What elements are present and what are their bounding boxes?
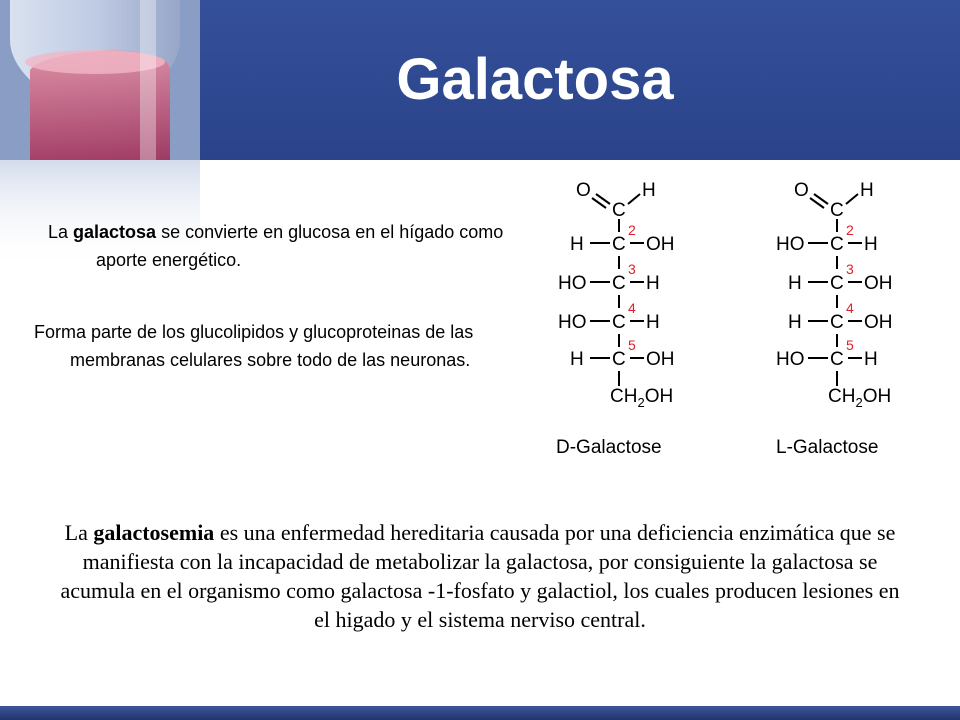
d-galactose-label: D-Galactose — [556, 437, 662, 458]
ch2oh: $CH_2OH$ — [610, 386, 674, 410]
l-galactose-structure — [758, 170, 958, 470]
row4-right: H — [864, 349, 878, 370]
c3: C — [830, 273, 844, 294]
num-5: 5 — [628, 337, 636, 353]
c2: C — [612, 234, 626, 255]
c2: C — [830, 234, 844, 255]
top-h: H — [860, 180, 874, 201]
row3-left: HO — [558, 312, 587, 333]
footer-band — [0, 706, 960, 720]
row1-right: OH — [646, 234, 675, 255]
num-4: 4 — [846, 300, 854, 316]
p1-bold: galactosa — [73, 222, 157, 242]
p1-prefix: La — [48, 222, 74, 242]
row1-left: HO — [776, 234, 805, 255]
l-galactose-label: L-Galactose — [776, 437, 879, 458]
d-galactose-structure — [540, 170, 740, 470]
paragraph-galactosa — [48, 218, 536, 274]
c4: C — [830, 312, 844, 333]
num-3: 3 — [628, 261, 636, 277]
row2-left: H — [788, 273, 802, 294]
c5: C — [830, 349, 844, 370]
c5: C — [612, 349, 626, 370]
c1: C — [830, 200, 844, 221]
row2-right: OH — [864, 273, 893, 294]
row4-left: HO — [776, 349, 805, 370]
paragraph-galactosemia — [60, 518, 900, 634]
row1-right: H — [864, 234, 878, 255]
row3-right: OH — [864, 312, 893, 333]
bottom-bold: galactosemia — [93, 520, 215, 545]
row2-left: HO — [558, 273, 587, 294]
slide-title: Galactosa — [396, 47, 674, 112]
row3-right: H — [646, 312, 660, 333]
bottom-prefix: La — [64, 520, 94, 545]
p1-suffix: se convierte en glucosa en el hígado como aporte energético. — [96, 222, 504, 270]
num-4: 4 — [628, 300, 636, 316]
c3: C — [612, 273, 626, 294]
top-h: H — [642, 180, 656, 201]
row4-right: OH — [646, 349, 675, 370]
ch2oh: $CH_2OH$ — [828, 386, 892, 410]
row1-left: H — [570, 234, 584, 255]
bottom-suffix: es una enfermedad hereditaria causada por una deficiencia enzimática que se manifiesta con la incapacidad de metabolizar la galactosa, por consiguiente la galactosa se acumula en el organismo como galactosa -1-fosfato y galactiol, los cuales producen lesiones en el higado y el sistema nerviso central. — [60, 520, 900, 632]
row4-left: H — [570, 349, 584, 370]
num-3: 3 — [846, 261, 854, 277]
num-2: 2 — [628, 222, 636, 238]
row3-left: H — [788, 312, 802, 333]
c1: C — [612, 200, 626, 221]
c4: C — [612, 312, 626, 333]
num-5: 5 — [846, 337, 854, 353]
num-2: 2 — [846, 222, 854, 238]
row2-right: H — [646, 273, 660, 294]
top-o: O — [576, 180, 591, 201]
paragraph-glucolipidos: Forma parte de los glucolipidos y glucoproteinas de las membranas celulares sobre todo de las neuronas. — [34, 322, 474, 370]
top-o: O — [794, 180, 809, 201]
